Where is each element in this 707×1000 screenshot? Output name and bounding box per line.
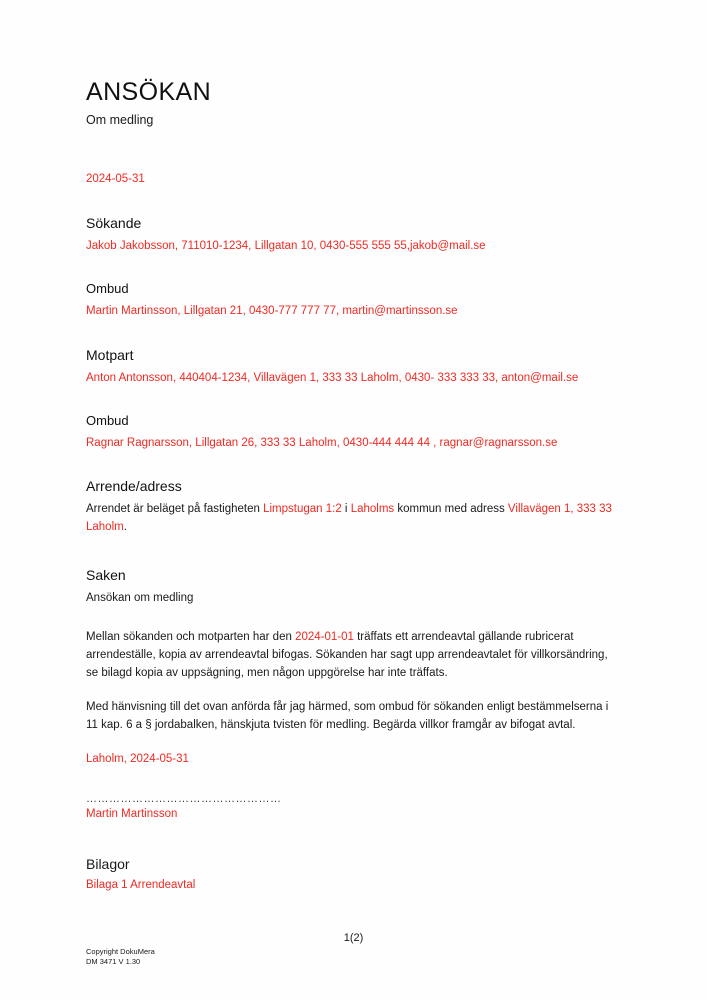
heading-arrende-adress: Arrende/adress	[86, 478, 182, 494]
document-title: ANSÖKAN	[86, 78, 212, 106]
value-ombud-motpart: Ragnar Ragnarsson, Lillgatan 26, 333 33 Laholm, 0430-444 444 44 , ragnar@ragnarsson.se	[86, 436, 558, 449]
paragraph-request: Med hänvisning till det ovan anförda får jag härmed, som ombud för sökanden enligt bestämmelserna i 11 kap. 6 a § jordabalken, hänskjuta tvisten för medling. Begärda villkor framgår av bifogat avtal.	[86, 700, 609, 731]
arrende-municipality: Laholms	[350, 503, 395, 515]
value-arrende-adress	[86, 501, 619, 537]
arrende-text-3: kommun med adress	[394, 503, 508, 515]
title-spacer	[86, 127, 619, 173]
arrende-text-1: Arrendet är beläget på fastigheten	[86, 503, 264, 515]
place-and-date: Laholm, 2024-05-31	[86, 752, 189, 765]
page-number: 1(2)	[343, 932, 364, 944]
bilaga-item: Bilaga 1 Arrendeavtal	[86, 878, 196, 891]
footer-document-id: DM 3471 V 1.30	[86, 956, 141, 966]
signature-name: Martin Martinsson	[86, 807, 178, 820]
heading-ombud-sokande: Ombud	[86, 281, 129, 297]
heading-bilagor: Bilagor	[86, 855, 130, 872]
paragraph-background-part1: Mellan sökanden och motparten har den	[86, 631, 296, 644]
value-sokande: Jakob Jakobsson, 711010-1234, Lillgatan 10, 0430-555 555 55,jakob@mail.se	[86, 240, 486, 252]
heading-saken: Saken	[86, 566, 126, 583]
footer	[86, 947, 155, 967]
agreement-date: 2024-01-01	[295, 631, 354, 644]
value-saken: Ansökan om medling	[86, 591, 194, 604]
arrende-text-4: .	[123, 520, 127, 533]
paragraph-background-part2: träffats ett arrendeavtal gällande rubricerat arrendeställe, kopia av arrendeavtal bifogas. Sökanden har sagt upp arrendeavtalet för villkorsändring, se bilagd kopia av uppsägning, men någon uppgörelse har inte träffats.	[86, 631, 608, 680]
arrende-text-2: i	[341, 503, 351, 515]
arrende-address: Villavägen 1, 333 33 Laholm	[86, 503, 612, 533]
value-motpart: Anton Antonsson, 440404-1234, Villavägen 1, 333 33 Laholm, 0430- 333 333 33, anton@mail.se	[86, 371, 579, 384]
document-subtitle: Om medling	[86, 113, 154, 127]
paragraph-background	[86, 629, 619, 682]
heading-sokande: Sökande	[86, 215, 142, 231]
value-ombud-sokande: Martin Martinsson, Lillgatan 21, 0430-777 777 77, martin@martinsson.se	[86, 305, 458, 318]
heading-motpart: Motpart	[86, 346, 134, 363]
heading-ombud-motpart: Ombud	[86, 412, 129, 428]
arrende-property: Limpstugan 1:2	[263, 503, 342, 515]
document-date: 2024-05-31	[86, 173, 145, 185]
signature-line: ……………………………………………	[86, 792, 282, 805]
footer-copyright: Copyright DokuMera	[86, 946, 155, 956]
